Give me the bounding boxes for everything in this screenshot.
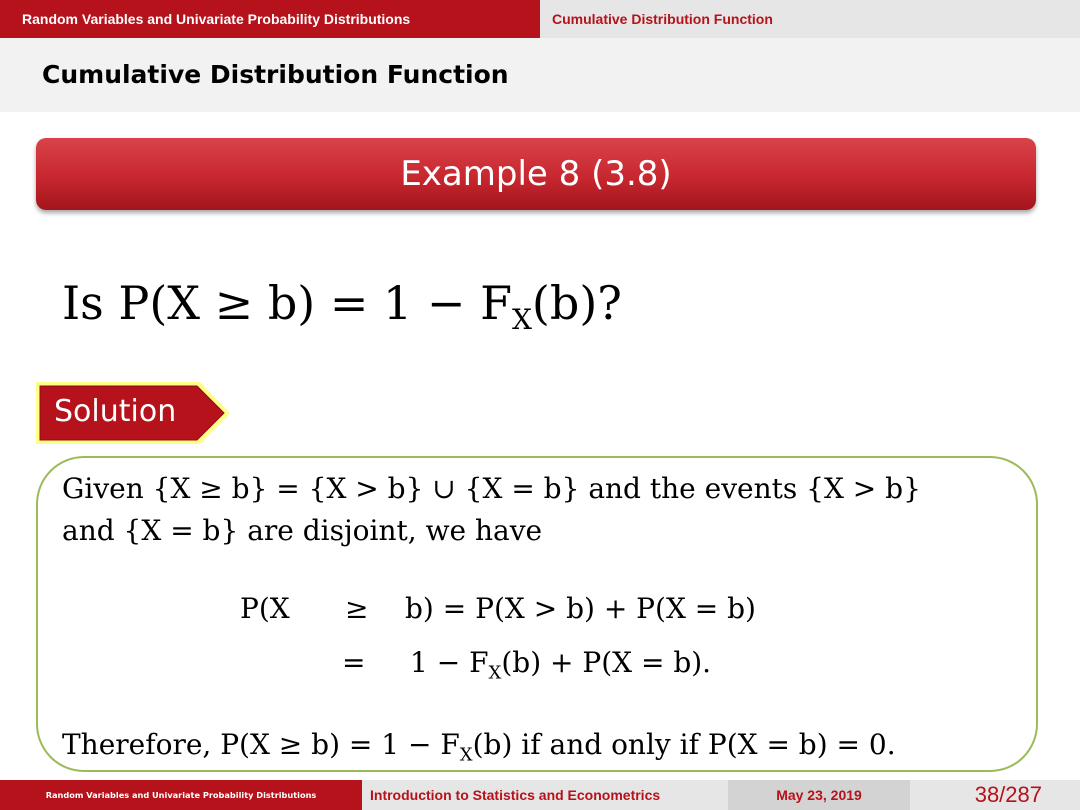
footer-date: May 23, 2019 (728, 780, 910, 810)
footer-section[interactable]: Random Variables and Univariate Probability Distributions (0, 780, 362, 810)
solution-line-2: and {X = b} are disjoint, we have (62, 514, 543, 547)
solution-label: Solution (54, 394, 177, 429)
equation-1-relation: ≥ (345, 592, 369, 625)
example-title: Example 8 (3.8) (400, 154, 672, 194)
footer-course: Introduction to Statistics and Econometrics (370, 787, 661, 803)
conclusion-a: Therefore, P(X ≥ b) = 1 − F (62, 728, 460, 761)
solution-tag (34, 380, 232, 446)
nav-subsection-link[interactable]: Cumulative Distribution Function (552, 11, 773, 27)
nav-section-link[interactable]: Random Variables and Univariate Probability Distributions (0, 0, 540, 38)
footer-page-number: 38/287 (974, 782, 1042, 807)
frame-title-bar (0, 38, 1080, 112)
equation-1-right: b) = P(X > b) + P(X = b) (405, 592, 756, 625)
equation-2-right-b: (b) + P(X = b). (501, 646, 712, 679)
question-subscript: X (511, 303, 532, 337)
conclusion-subscript: X (459, 744, 473, 766)
top-navigation-bar (0, 0, 1080, 38)
footer-bar (0, 780, 1080, 810)
frame-title: Cumulative Distribution Function (42, 60, 509, 89)
equation-1-left: P(X (240, 592, 290, 625)
equation-2-right-a: 1 − F (410, 646, 489, 679)
equation-2-relation: = (342, 646, 366, 679)
conclusion-b: (b) if and only if P(X = b) = 0. (472, 728, 896, 761)
question-tail: (b)? (531, 276, 622, 330)
equation-2-subscript: X (488, 662, 502, 684)
solution-line-1: Given {X ≥ b} = {X > b} ∪ {X = b} and the events {X > b} (62, 472, 921, 505)
equation-2-right (410, 646, 711, 684)
question-text (62, 276, 622, 336)
example-block-header (36, 138, 1036, 210)
solution-conclusion (62, 728, 896, 766)
question-main: Is P(X ≥ b) = 1 − F (62, 276, 512, 330)
